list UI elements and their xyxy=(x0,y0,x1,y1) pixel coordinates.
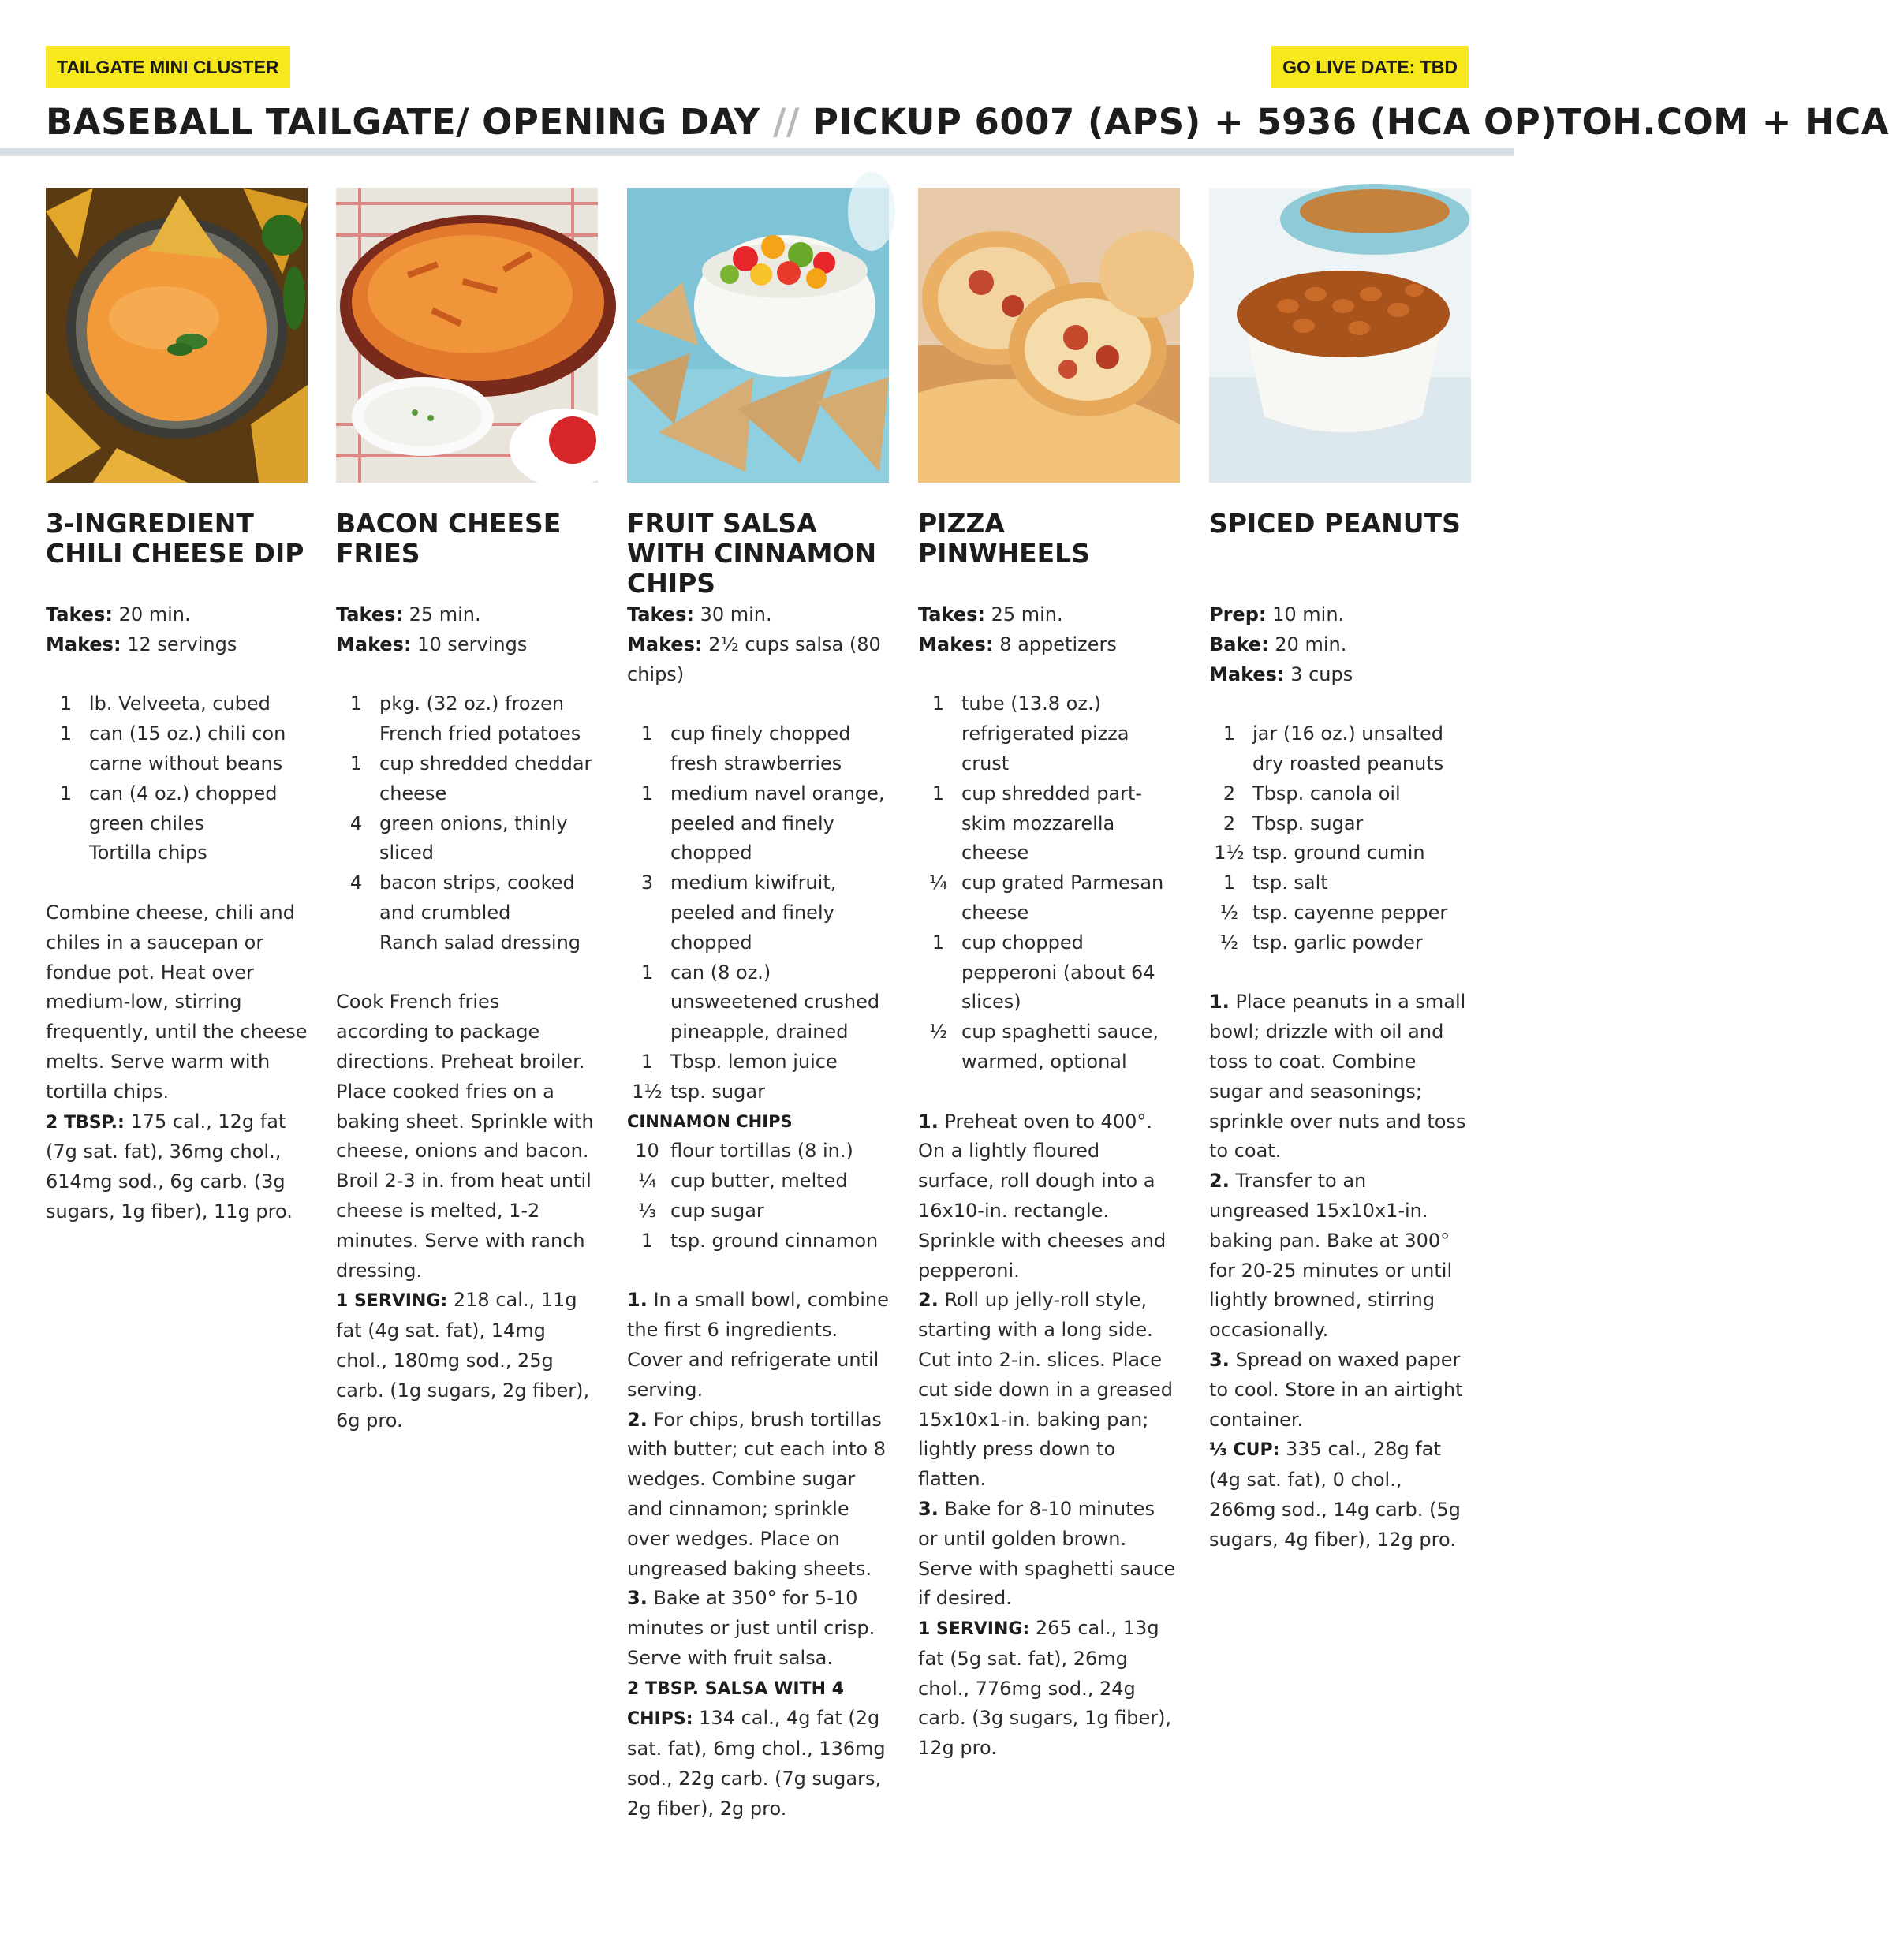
ingredient-text: cup finely chopped fresh strawberries xyxy=(670,722,851,775)
ingredient-text: tsp. garlic powder xyxy=(1252,931,1423,954)
directions xyxy=(918,1107,1180,1764)
direction-step xyxy=(918,1286,1180,1495)
recipe-card-bacon-cheese-fries xyxy=(336,188,598,1435)
ingredient-text: Tbsp. sugar xyxy=(1252,812,1364,834)
title-pickup: PICKUP 6007 (APS) + 5936 (HCA OP) xyxy=(812,100,1558,143)
recipe-card-pizza-pinwheels xyxy=(918,188,1180,1764)
bacon-cheese-fries-photo xyxy=(336,188,598,483)
ingredient-qty: 1½ xyxy=(1214,842,1245,864)
ingredient-item xyxy=(627,1137,889,1167)
direction-step xyxy=(918,1107,1180,1286)
direction-step xyxy=(1209,1167,1471,1346)
recipe-title: SPICED PEANUTS xyxy=(1209,508,1461,539)
direction-step xyxy=(46,898,308,1107)
meta-line xyxy=(1209,600,1471,630)
step-text: For chips, brush tortillas with butter; cut each into 8 wedges. Combine sugar and cinnamon; sprinkle over wedges. Place on ungreased baking sheets. xyxy=(627,1408,886,1580)
direction-step xyxy=(336,987,598,1286)
ingredient-item xyxy=(918,1017,1180,1077)
ingredient-text: can (15 oz.) chili con carne without beans xyxy=(89,722,286,775)
ingredient-text: tsp. ground cinnamon xyxy=(670,1229,879,1252)
ingredient-qty: 1 xyxy=(59,693,73,715)
ingredient-item xyxy=(627,779,889,868)
meta-label: Takes: xyxy=(336,603,403,625)
ingredient-qty: 3 xyxy=(640,872,654,894)
ingredient-qty: 2 xyxy=(1223,812,1236,834)
step-text: Combine cheese, chili and chiles in a saucepan or fondue pot. Heat over medium-low, stirring frequently, until the cheese melts. Serve warm with tortilla chips. xyxy=(46,901,308,1103)
meta-label: Takes: xyxy=(46,603,113,625)
ingredient-text: jar (16 oz.) unsalted dry roasted peanuts xyxy=(1252,722,1444,775)
fruit-salsa-photo xyxy=(627,188,889,483)
meta-line xyxy=(336,600,598,630)
ingredient-text: Tbsp. canola oil xyxy=(1252,782,1401,805)
nutrition-label: ⅓ CUP: xyxy=(1209,1440,1280,1461)
ingredient-text: medium kiwifruit, peeled and finely chopped xyxy=(670,872,837,954)
ingredient-text: tsp. cayenne pepper xyxy=(1252,901,1448,924)
step-number: 3. xyxy=(918,1497,939,1520)
step-number: 1. xyxy=(627,1289,648,1312)
title-separator: // xyxy=(760,100,812,143)
ingredient-item xyxy=(918,868,1180,928)
ingredient-text: medium navel orange, peeled and finely chopped xyxy=(670,782,885,864)
nutrition-facts xyxy=(627,1674,889,1824)
ingredient-text: tsp. salt xyxy=(1252,872,1328,894)
meta-value: 25 min. xyxy=(402,603,481,625)
recipe-title: 3-INGREDIENT CHILI CHEESE DIP xyxy=(46,508,304,569)
meta-label: Makes: xyxy=(918,633,994,655)
meta-line xyxy=(1209,630,1471,660)
step-number: 1. xyxy=(1209,991,1230,1014)
step-number: 2. xyxy=(1209,1170,1230,1193)
recipe-card-spiced-peanuts xyxy=(1209,188,1471,1555)
meta-label: Makes: xyxy=(627,633,703,655)
meta-label: Makes: xyxy=(336,633,412,655)
meta-value: 25 min. xyxy=(984,603,1063,625)
ingredient-item xyxy=(336,689,598,749)
title-main: BASEBALL TAILGATE/ OPENING DAY xyxy=(46,100,760,143)
ingredient-qty: ½ xyxy=(1219,901,1239,924)
ingredient-qty: 1 xyxy=(349,693,363,715)
ingredient-item xyxy=(1209,898,1471,928)
meta-label: Takes: xyxy=(627,603,694,625)
ingredient-qty: 10 xyxy=(635,1140,659,1163)
ingredient-qty: 1 xyxy=(931,693,945,715)
nutrition-text: 265 cal., 13g fat (5g sat. fat), 26mg chol., 776mg sod., 24g carb. (3g sugars, 1g fiber), 12g pro. xyxy=(918,1617,1172,1760)
ingredient-text: cup sugar xyxy=(670,1199,764,1222)
ingredient-item xyxy=(1209,838,1471,868)
ingredient-item xyxy=(918,779,1180,868)
ingredient-item xyxy=(1209,868,1471,898)
ingredient-item xyxy=(627,1226,889,1256)
step-text: Bake at 350° for 5-10 minutes or just until crisp. Serve with fruit salsa. xyxy=(627,1587,875,1669)
meta-line xyxy=(1209,660,1471,690)
ingredient-text: flour tortillas (8 in.) xyxy=(670,1140,853,1163)
step-number: 3. xyxy=(1209,1348,1230,1371)
meta-value: 20 min. xyxy=(1268,633,1347,655)
recipe-title: PIZZA PINWHEELS xyxy=(918,508,1090,569)
step-text: Roll up jelly-roll style, starting with a long side. Cut into 2-in. slices. Place cut side down in a greased 15x10x1-in. baking pan; lightly press down to flatten. xyxy=(918,1289,1174,1491)
ingredient-list xyxy=(1209,719,1471,958)
nutrition-text: 175 cal., 12g fat (7g sat. fat), 36mg chol., 614mg sod., 6g carb. (3g sugars, 1g fiber), 11g pro. xyxy=(46,1110,293,1223)
recipe-title: BACON CHEESE FRIES xyxy=(336,508,562,569)
meta-value: 30 min. xyxy=(693,603,772,625)
ingredient-item xyxy=(1209,809,1471,839)
ingredient-list xyxy=(46,689,308,868)
step-text: Transfer to an ungreased 15x10x1-in. baking pan. Bake at 300° for 20-25 minutes or until lightly browned, stirring occasionally. xyxy=(1209,1170,1453,1342)
nutrition-label: 1 SERVING: xyxy=(918,1619,1030,1640)
direction-step xyxy=(627,1406,889,1585)
meta-line xyxy=(627,630,889,690)
meta-value: 8 appetizers xyxy=(993,633,1117,655)
recipe-card-fruit-salsa xyxy=(627,188,889,1824)
ingredient-text: bacon strips, cooked and crumbled xyxy=(379,872,575,924)
ingredient-item xyxy=(46,719,308,779)
ingredient-qty: 4 xyxy=(349,812,363,834)
meta-line xyxy=(46,630,308,660)
nutrition-text: 218 cal., 11g fat (4g sat. fat), 14mg chol., 180mg sod., 25g carb. (1g sugars, 2g fiber), 6g pro. xyxy=(336,1289,590,1432)
ingredient-text: cup butter, melted xyxy=(670,1170,848,1193)
directions xyxy=(1209,987,1471,1555)
ingredient-subheading-text: CINNAMON CHIPS xyxy=(627,1111,793,1131)
ingredient-item xyxy=(627,1167,889,1197)
direction-step xyxy=(627,1286,889,1405)
spiced-peanuts-photo xyxy=(1209,188,1471,483)
step-text: Bake for 8-10 minutes or until golden brown. Serve with spaghetti sauce if desired. xyxy=(918,1497,1176,1610)
ingredient-qty: ⅓ xyxy=(637,1199,657,1222)
step-text: Preheat oven to 400°. On a lightly floured surface, roll dough into a 16x10-in. rectangle. Sprinkle with cheeses and pepperoni. xyxy=(918,1110,1167,1282)
step-number: 1. xyxy=(918,1110,939,1133)
ingredient-text: Tbsp. lemon juice xyxy=(670,1050,838,1073)
tag-tailgate-mini-cluster: TAILGATE MINI CLUSTER xyxy=(46,46,290,88)
meta-value: 10 min. xyxy=(1266,603,1345,625)
ingredient-item xyxy=(336,749,598,809)
ingredient-text: green onions, thinly sliced xyxy=(379,812,568,864)
nutrition-facts xyxy=(46,1107,308,1227)
ingredient-qty: 1 xyxy=(59,722,73,745)
nutrition-facts xyxy=(918,1614,1180,1764)
ingredient-qty: 1 xyxy=(640,782,654,805)
ingredient-qty xyxy=(336,928,379,958)
ingredient-item xyxy=(627,1047,889,1077)
nutrition-facts xyxy=(336,1286,598,1435)
ingredient-text: can (8 oz.) unsweetened crushed pineapple, drained xyxy=(670,961,880,1043)
ingredient-item xyxy=(1209,928,1471,958)
ingredient-item xyxy=(918,689,1180,778)
meta-value: 12 servings xyxy=(121,633,237,655)
page-title xyxy=(46,93,1889,150)
ingredient-qty: 1 xyxy=(640,722,654,745)
ingredient-qty xyxy=(46,838,89,868)
ingredient-item xyxy=(336,928,598,958)
tag-go-live-date: GO LIVE DATE: TBD xyxy=(1271,46,1469,88)
ingredient-qty: 1½ xyxy=(632,1080,663,1103)
ingredient-qty: 1 xyxy=(640,1229,654,1252)
direction-step xyxy=(1209,987,1471,1167)
meta-line xyxy=(46,600,308,630)
ingredient-item xyxy=(627,1077,889,1107)
ingredient-list xyxy=(627,719,889,1256)
ingredient-qty: 1 xyxy=(59,782,73,805)
ingredient-qty: 1 xyxy=(640,1050,654,1073)
step-number: 2. xyxy=(627,1408,648,1431)
nutrition-label: 2 TBSP.: xyxy=(46,1112,125,1133)
step-text: In a small bowl, combine the first 6 ingredients. Cover and refrigerate until serving. xyxy=(627,1289,889,1401)
ingredient-item xyxy=(627,868,889,958)
ingredient-qty: 1 xyxy=(640,961,654,984)
chili-cheese-dip-photo xyxy=(46,188,308,483)
ingredient-qty: ¼ xyxy=(637,1170,657,1193)
ingredient-qty: 4 xyxy=(349,872,363,894)
ingredient-item xyxy=(336,809,598,869)
ingredient-item xyxy=(627,1197,889,1226)
ingredient-item xyxy=(1209,779,1471,809)
ingredient-text: tsp. sugar xyxy=(670,1080,765,1103)
nutrition-label: 1 SERVING: xyxy=(336,1291,448,1312)
direction-step xyxy=(918,1495,1180,1614)
ingredient-qty: 1 xyxy=(349,752,363,775)
step-text: Place peanuts in a small bowl; drizzle with oil and toss to coat. Combine sugar and seasonings; sprinkle over nuts and toss to coat. xyxy=(1209,991,1466,1163)
ingredient-text: Tortilla chips xyxy=(89,842,207,864)
nutrition-facts xyxy=(1209,1435,1471,1555)
meta-line xyxy=(336,630,598,660)
step-number: 3. xyxy=(627,1587,648,1610)
direction-step xyxy=(1209,1346,1471,1435)
ingredient-qty: 1 xyxy=(1223,872,1236,894)
ingredient-text: cup grated Parmesan cheese xyxy=(961,872,1164,924)
meta-value: 10 servings xyxy=(411,633,528,655)
step-number: 2. xyxy=(918,1289,939,1312)
recipe-card-chili-cheese-dip xyxy=(46,188,308,1227)
ingredient-text: tube (13.8 oz.) refrigerated pizza crust xyxy=(961,693,1129,775)
nutrition-text: 134 cal., 4g fat (2g sat. fat), 6mg chol., 136mg sod., 22g carb. (7g sugars, 2g fiber), 2g pro. xyxy=(627,1707,886,1820)
meta-value: 3 cups xyxy=(1284,663,1353,685)
ingredient-qty: ¼ xyxy=(928,872,948,894)
ingredient-qty: 2 xyxy=(1223,782,1236,805)
ingredient-list xyxy=(918,689,1180,1077)
directions xyxy=(336,987,598,1435)
ingredient-qty: 1 xyxy=(931,782,945,805)
recipe-title: FRUIT SALSA WITH CINNAMON CHIPS xyxy=(627,508,877,599)
ingredient-item xyxy=(336,868,598,928)
direction-step xyxy=(627,1584,889,1673)
meta-label: Makes: xyxy=(1209,663,1285,685)
nutrition-label: 2 TBSP. SALSA WITH 4 CHIPS: xyxy=(627,1678,844,1730)
ingredient-text: cup shredded cheddar cheese xyxy=(379,752,592,805)
ingredient-qty: ½ xyxy=(928,1021,948,1043)
ingredient-text: lb. Velveeta, cubed xyxy=(89,693,271,715)
step-text: Spread on waxed paper to cool. Store in an airtight container. xyxy=(1209,1348,1463,1431)
page-title-text xyxy=(46,101,1557,143)
ingredient-item xyxy=(627,719,889,779)
ingredient-text: cup chopped pepperoni (about 64 slices) xyxy=(961,931,1155,1014)
brand-label: TOH.COM + HCA xyxy=(1557,100,1889,143)
ingredient-item xyxy=(46,779,308,839)
ingredient-item xyxy=(46,689,308,719)
ingredient-qty: 1 xyxy=(1223,722,1236,745)
ingredient-text: Ranch salad dressing xyxy=(379,931,581,954)
ingredient-text: cup shredded part-skim mozzarella cheese xyxy=(961,782,1143,864)
ingredient-text: pkg. (32 oz.) frozen French fried potatoes xyxy=(379,693,581,745)
ingredient-list xyxy=(336,689,598,958)
pizza-pinwheels-photo xyxy=(918,188,1180,483)
ingredient-subheading xyxy=(627,1107,889,1137)
ingredient-text: cup spaghetti sauce, warmed, optional xyxy=(961,1021,1159,1073)
meta-value: 2½ cups salsa (80 chips) xyxy=(627,633,881,685)
meta-line xyxy=(918,600,1180,630)
meta-label: Makes: xyxy=(46,633,121,655)
ingredient-text: can (4 oz.) chopped green chiles xyxy=(89,782,278,834)
meta-line xyxy=(918,630,1180,660)
nutrition-text: 335 cal., 28g fat (4g sat. fat), 0 chol., 266mg sod., 14g carb. (5g sugars, 4g fiber), 12g pro. xyxy=(1209,1438,1461,1551)
ingredient-item xyxy=(918,928,1180,1017)
meta-line xyxy=(627,600,889,630)
meta-label: Bake: xyxy=(1209,633,1269,655)
directions xyxy=(627,1286,889,1824)
ingredient-qty: 1 xyxy=(931,931,945,954)
ingredient-item xyxy=(46,838,308,868)
header-divider xyxy=(0,148,1514,156)
directions xyxy=(46,898,308,1227)
meta-value: 20 min. xyxy=(112,603,191,625)
meta-label: Takes: xyxy=(918,603,985,625)
meta-label: Prep: xyxy=(1209,603,1267,625)
ingredient-text: tsp. ground cumin xyxy=(1252,842,1425,864)
ingredient-qty: ½ xyxy=(1219,931,1239,954)
ingredient-item xyxy=(627,958,889,1047)
ingredient-item xyxy=(1209,719,1471,779)
step-text: Cook French fries according to package directions. Preheat broiler. Place cooked fries on a baking sheet. Sprinkle with cheese, onions and bacon. Broil 2-3 in. from heat until cheese is melted, 1-2 minutes. Serve with ranch dressing. xyxy=(336,991,594,1282)
